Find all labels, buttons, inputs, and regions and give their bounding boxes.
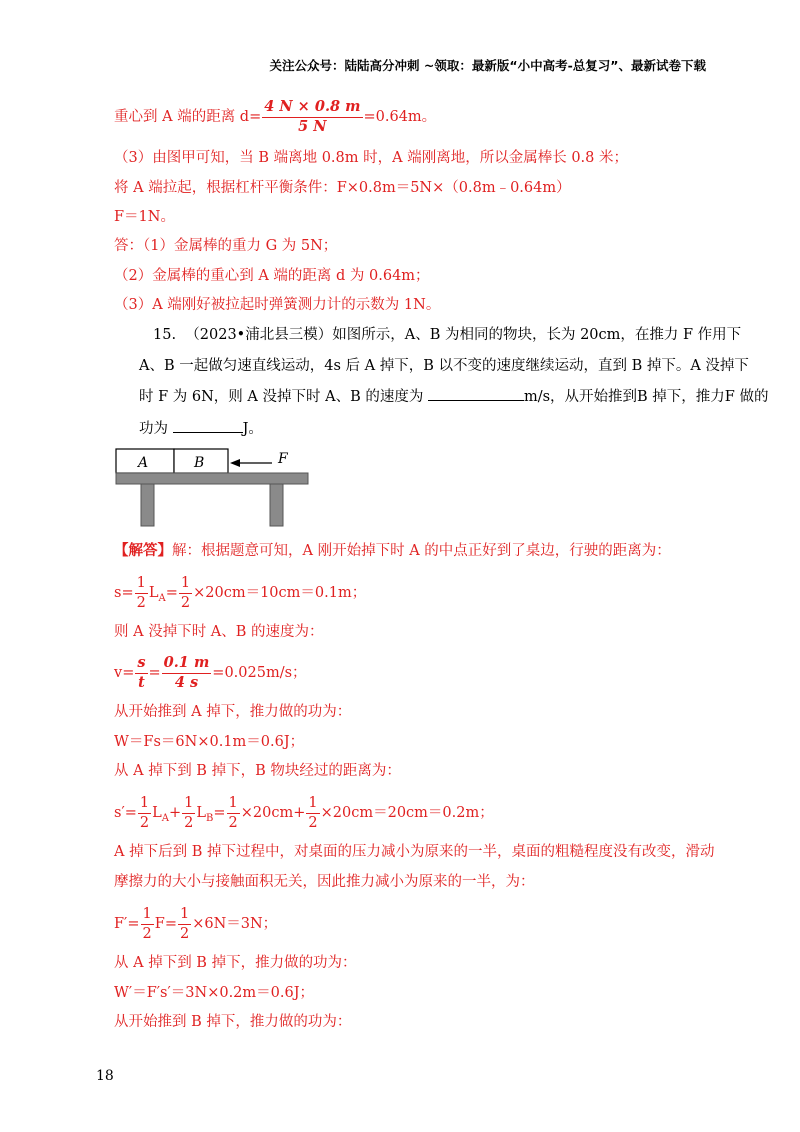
v-den2: 4 s — [174, 673, 199, 691]
solution-intro: 解：根据题意可知，A 刚开始掉下时 A 的中点正好到了桌边，行驶的距离为： — [172, 543, 671, 559]
s-la-sub: A — [158, 592, 166, 604]
question-text3a: 时 F 为 6N，则 A 没掉下时 A、B 的速度为 — [139, 389, 424, 405]
question-line4 — [139, 418, 263, 440]
question-number: 15. — [153, 327, 177, 343]
fp-prefix: F′= — [114, 916, 140, 932]
v-fraction-1 — [135, 656, 147, 690]
sprime-formula-line: s′= $\frac{1}{2}$ $L_A+$ $\frac{1}{2}$ $L_B=$ $\frac{1}{2}$ ×20cm+ $\frac{1}{2}$ ×20cm＝20cm＝0.2m； — [114, 795, 494, 831]
s-half-den: 2 — [136, 594, 146, 611]
fp-rest: ×6N＝3N； — [192, 916, 278, 932]
speed-answer-blank[interactable] — [428, 400, 524, 401]
answer-1: 答：（1）金属棒的重力 G 为 5N； — [114, 238, 338, 254]
v-formula-line: v= $\frac{s}{t}$ = $\frac{0.1 m}{4 s}$ =0.025m/s； — [114, 654, 307, 691]
distance-denominator: 5 N — [298, 117, 327, 135]
sp-num1: 1 — [138, 796, 151, 814]
question-line3 — [139, 386, 768, 408]
v-prefix: v= — [114, 665, 135, 681]
sp-num2: 1 — [182, 796, 195, 814]
s-half-fraction — [135, 576, 148, 610]
sp-den2: 2 — [184, 814, 194, 831]
sp-frac-2 — [182, 796, 195, 830]
sp-num3: 1 — [227, 796, 240, 814]
question-line2: A、B 一起做匀速直线运动，4s 后 A 掉下，B 以不变的速度继续运动，直到 B 掉下。A 没掉下 — [139, 358, 749, 374]
question-text3b: m/s，从开始推到B 掉下，推力F 做的 — [523, 389, 769, 405]
sp-den3: 2 — [228, 814, 238, 831]
s-rest: ×20cm＝10cm＝0.1m； — [193, 585, 367, 601]
w-line: W＝Fs＝6N×0.1m＝0.6J； — [114, 734, 305, 750]
friction-line1: A 掉下后到 B 掉下过程中，对桌面的压力减小为原来的一半，桌面的粗糙程度没有改变，滑动 — [114, 844, 715, 860]
table-leg-right — [270, 484, 283, 526]
answer-2: （2）金属棒的重心到 A 端的距离 d 为 0.64m； — [114, 268, 430, 284]
distance-fraction — [262, 100, 362, 134]
solution-intro-line — [114, 540, 671, 562]
sp-tail1: ×20cm+ — [240, 805, 306, 821]
sp-den1: 2 — [139, 814, 150, 831]
question-line1 — [153, 324, 741, 346]
v-num2: 0.1 m — [162, 656, 212, 674]
distance-prefix: 重心到 A 端的距离 d= — [114, 109, 262, 125]
distance-formula-line — [114, 100, 436, 134]
fp-num2: 1 — [178, 907, 191, 925]
sp-frac-4 — [306, 796, 319, 830]
force-label: F — [278, 451, 288, 467]
total-work-intro: 从开始推到 B 掉下，推力做的功为： — [114, 1014, 352, 1030]
distance-result: =0.64m。 — [363, 109, 437, 125]
table-top — [116, 473, 308, 484]
table-leg-left — [141, 484, 154, 526]
v-rest: =0.025m/s； — [212, 665, 307, 681]
part3-line1: （3）由图甲可知，当 B 端离地 0.8m 时，A 端刚离地，所以金属棒长 0.8 米； — [114, 150, 628, 166]
friction-line2: 摩擦力的大小与接触面积无关，因此推力减小为原来的一半，为： — [114, 874, 535, 890]
s-half-fraction-2 — [179, 576, 192, 610]
sp-lb: L — [196, 805, 207, 821]
s-mid: = — [165, 585, 178, 601]
answer-3: （3）A 端刚好被拉起时弹簧测力计的示数为 1N。 — [114, 297, 441, 313]
sp-num4: 1 — [306, 796, 319, 814]
fp-frac-2 — [178, 907, 191, 941]
v-intro: 则 A 没掉下时 A、B 的速度为： — [114, 624, 324, 640]
fprime-formula-line: F′= $\frac{1}{2}$ F= $\frac{1}{2}$ ×6N＝3N； — [114, 906, 278, 942]
block-b-label: B — [194, 455, 205, 471]
fp-frac-1 — [141, 907, 154, 941]
v-fraction-2 — [162, 656, 212, 690]
w2-intro: 从 A 掉下到 B 掉下，推力做的功为： — [114, 955, 357, 971]
block-a-label: A — [138, 455, 149, 471]
s-half-num-2: 1 — [179, 576, 192, 594]
s-la: L — [148, 585, 159, 601]
blocks-on-table-figure — [112, 448, 312, 528]
fp-f: F — [154, 916, 165, 932]
v-num1: s — [135, 656, 147, 674]
page-number: 18 — [96, 1068, 114, 1084]
w2-line: W′＝F′s′＝3N×0.2m＝0.6J； — [114, 985, 315, 1001]
page-header: 关注公众号：陆陆高分冲刺 ~领取：最新版“小中高考-总复习”、最新试卷下载 — [269, 58, 706, 73]
sp-tail2: ×20cm＝20cm＝0.2m； — [320, 805, 494, 821]
s-prefix: s= — [114, 585, 134, 601]
question-text4b: J。 — [242, 421, 263, 437]
b-intro: 从 A 掉下到 B 掉下，B 物块经过的距离为： — [114, 763, 401, 779]
question-text4a: 功为 — [139, 421, 168, 437]
sp-la: L — [152, 805, 162, 821]
sp-lb-sub: B — [206, 812, 214, 824]
fp-den1: 2 — [142, 925, 152, 942]
sp-frac-3 — [227, 796, 240, 830]
part3-line2: 将 A 端拉起，根据杠杆平衡条件：F×0.8m＝5N×（0.8m﹣0.64m） — [114, 180, 571, 196]
part3-line3: F＝1N。 — [114, 209, 175, 225]
sp-la-sub: A — [161, 812, 169, 824]
solution-tag: 【解答】 — [114, 542, 172, 559]
s-half-den-2: 2 — [180, 594, 191, 611]
w-intro: 从开始推到 A 掉下，推力做的功为： — [114, 704, 352, 720]
s-half-num: 1 — [135, 576, 148, 594]
s-formula-line — [114, 576, 366, 610]
v-den1: t — [138, 673, 145, 691]
question-text1: （2023•浦北县三模）如图所示，A、B 为相同的物块，长为 20cm，在推力 F 作用下 — [185, 327, 742, 343]
distance-numerator: 4 N × 0.8 m — [262, 100, 362, 118]
work-answer-blank[interactable] — [173, 432, 243, 433]
sp-frac-1 — [138, 796, 151, 830]
force-arrowhead — [230, 459, 240, 467]
sp-prefix: s′= — [114, 805, 137, 821]
fp-num1: 1 — [141, 907, 154, 925]
fp-den2: 2 — [179, 925, 190, 942]
sp-den4: 2 — [308, 814, 318, 831]
